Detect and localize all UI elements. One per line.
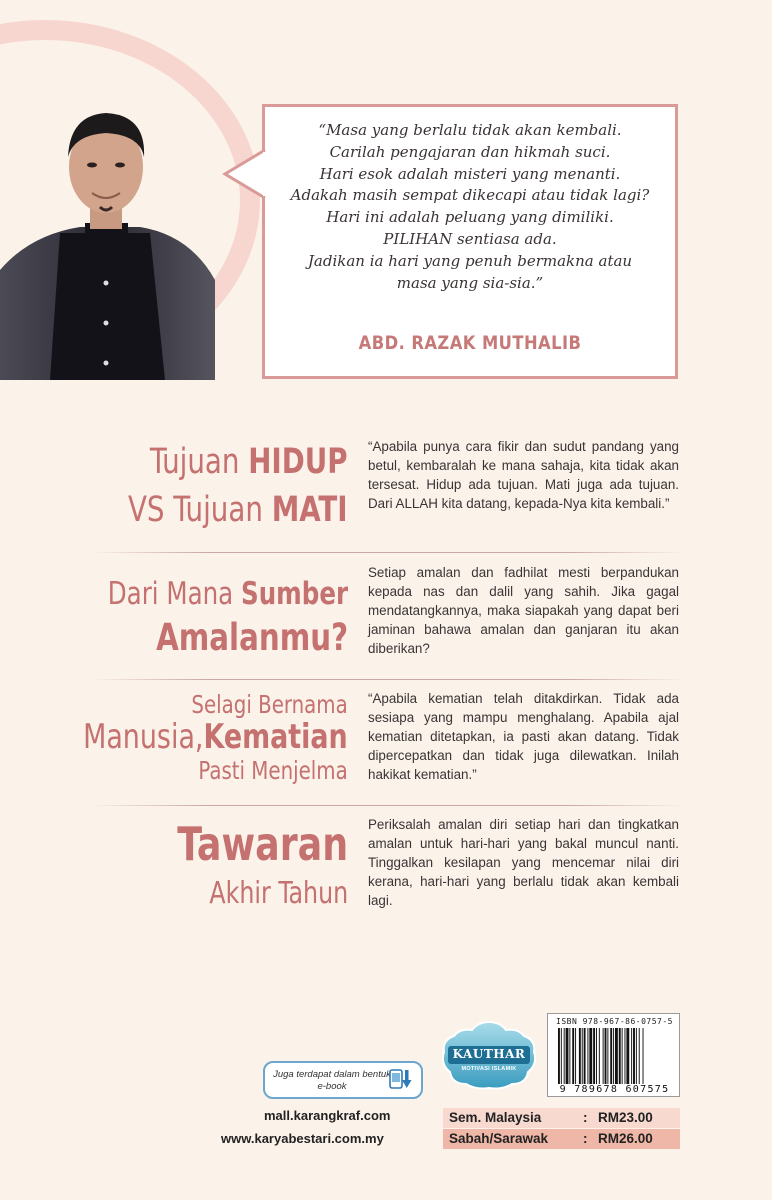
barcode-bar [622, 1028, 623, 1084]
ebook-download-icon [389, 1068, 415, 1092]
price-row-sem-malaysia [443, 1108, 680, 1128]
ean-number: 9 789678 607575 [559, 1084, 670, 1095]
ebook-label: Juga terdapat dalam bentuk e-book [273, 1069, 391, 1092]
section-divider [90, 805, 684, 806]
author-portrait [0, 95, 215, 380]
price-colon: : [583, 1131, 588, 1146]
barcode-bar [639, 1028, 640, 1084]
barcode-bar [626, 1028, 629, 1084]
bubble-tail [222, 148, 266, 200]
price-region: Sabah/Sarawak [449, 1131, 549, 1146]
section-text: “Apabila punya cara fikir dan sudut pandang yang betul, kembaralah ke mana sahaja, kita tidak akan tersesat. Hidup ada tujuan. Mati juga ada tujuan. Dari ALLAH kita datang, kepada-Nya kita kembali.” [368, 439, 679, 511]
mall-link[interactable]: mall.karangkraf.com [264, 1108, 391, 1123]
section-title [75, 572, 348, 660]
section-title-segment: HIDUP [248, 442, 348, 482]
section-title-segment: Pasti Menjelma [198, 756, 348, 785]
kauthar-sub: MOTIVASI ISLAMIK [461, 1066, 517, 1072]
section-title [47, 688, 348, 787]
section-title-segment: Akhir Tahun [209, 876, 348, 911]
section-title-segment: Kematian [203, 717, 348, 757]
barcode-bar [599, 1028, 600, 1084]
section-title [98, 438, 348, 534]
kauthar-brand: KAUTHAR [452, 1047, 526, 1061]
price-colon: : [583, 1110, 588, 1125]
barcode-bar [596, 1028, 597, 1084]
barcode [547, 1013, 680, 1097]
barcode-bar [569, 1028, 570, 1084]
barcode-bar [561, 1028, 562, 1084]
barcode-bar [584, 1028, 586, 1084]
barcode-bar [589, 1028, 592, 1084]
price-amount: RM26.00 [598, 1131, 653, 1146]
barcode-bar [625, 1028, 626, 1084]
barcode-bar [615, 1028, 618, 1084]
barcode-bar [619, 1028, 621, 1084]
barcode-bar [631, 1028, 632, 1084]
section-title-segment: Sumber [240, 576, 348, 612]
section-divider [90, 552, 684, 553]
barcode-bar [610, 1028, 612, 1084]
section-title-segment: Tawaran [177, 817, 348, 871]
barcode-bar [605, 1028, 607, 1084]
barcode-bar [603, 1028, 604, 1084]
section-text: Periksalah amalan diri setiap hari dan tingkatkan amalan untuk hari-hari yang bakal muncul nanti. Tinggalkan kesilapan yang mencemar nilai diri kerana, hari-hari yang berlalu tidak akan kembali lagi. [368, 817, 679, 908]
section-title-segment: Selagi Bernama [191, 690, 348, 719]
barcode-bar [579, 1028, 581, 1084]
section-text: Setiap amalan dan fadhilat mesti berpandukan kepada nas dan dalil yang sahih. Jika gagal mendatangkannya, maka siapakah yang dapat beri jaminan bahawa amalan dan ganjaran itu akan diberikan? [368, 565, 679, 656]
barcode-bar [582, 1028, 583, 1084]
section-title [154, 817, 348, 918]
quote-text: “Masa yang berlalu tidak akan kembali. Carilah pengajaran dan hikmah suci. Hari esok adalah misteri yang menanti. Adakah masih sempat dikecapi atau tidak lagi? Hari ini adalah peluang yang dimiliki. PILIHAN sentiasa ada. Jadikan ia hari yang penuh bermakna atau masa yang sia-sia.” [290, 121, 650, 292]
barcode-bar [566, 1028, 569, 1084]
barcode-bar [593, 1028, 595, 1084]
price-amount: RM23.00 [598, 1110, 653, 1125]
barcode-bar [633, 1028, 635, 1084]
barcode-bars [558, 1028, 671, 1084]
section-title-segment: Dari Mana [107, 576, 241, 612]
section-divider [90, 679, 684, 680]
barcode-bar [613, 1028, 614, 1084]
section-title-segment: Manusia, [83, 717, 204, 757]
isbn-text: ISBN 978-967-86-0757-5 [556, 1017, 673, 1026]
price-row-sabah-sarawak [443, 1129, 680, 1149]
barcode-bar [643, 1028, 644, 1084]
section-title-segment: Amalanmu? [156, 616, 348, 659]
section-title-segment: MATI [272, 490, 348, 530]
barcode-bar [587, 1028, 588, 1084]
section-title-segment: VS Tujuan [128, 490, 273, 530]
section-text: “Apabila kematian telah ditakdirkan. Tidak ada sesiapa yang mampu menghalang. Apabila ajal kematian ditetapkan, ia pasti akan datang. Tidak dipercepatkan dan tidak juga dilewatkan. Inilah hakikat kematian.” [368, 691, 679, 782]
barcode-bar [572, 1028, 574, 1084]
barcode-bar [636, 1028, 637, 1084]
barcode-bar [564, 1028, 565, 1084]
barcode-bar [607, 1028, 608, 1084]
karya-link[interactable]: www.karyabestari.com.my [221, 1131, 384, 1146]
quote-author: ABD. RAZAK MUTHALIB [358, 332, 582, 354]
barcode-bar [575, 1028, 576, 1084]
ebook-badge[interactable] [263, 1061, 423, 1099]
section-title-segment: Tujuan [150, 442, 249, 482]
price-region: Sem. Malaysia [449, 1110, 542, 1125]
barcode-bar [558, 1028, 560, 1084]
